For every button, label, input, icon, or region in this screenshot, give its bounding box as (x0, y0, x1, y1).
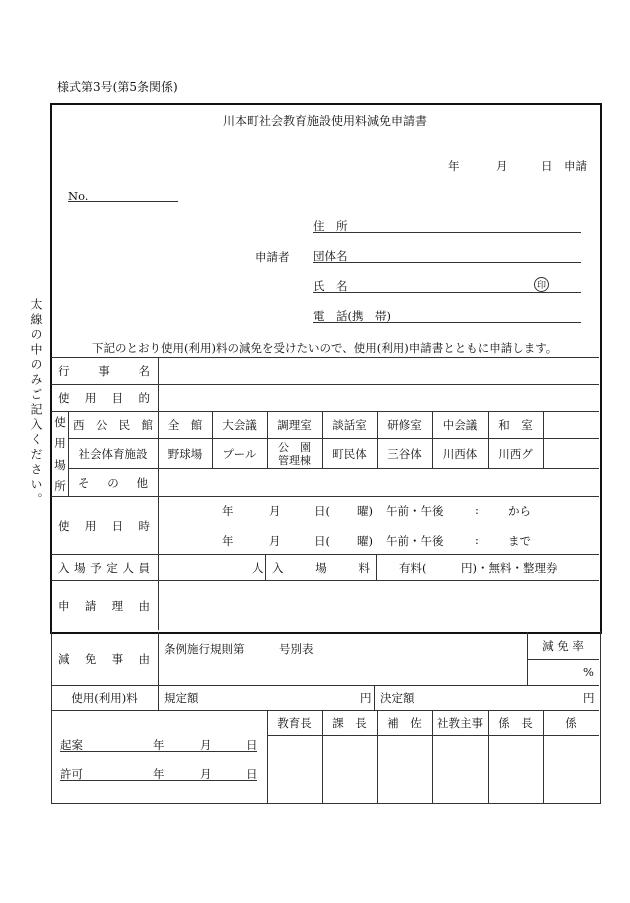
percent-sign: % (583, 665, 594, 679)
kyoka-label: 許可 (60, 767, 83, 781)
kyoka-field[interactable] (60, 780, 257, 781)
col-line (158, 358, 159, 630)
d1-day: 日( (314, 504, 330, 518)
approval-hosa: 補 佐 (387, 716, 422, 730)
d2-year: 年 (222, 534, 234, 548)
seal-mark: 印 (534, 277, 549, 292)
facility-kawanishigu[interactable]: 川西グ (498, 446, 533, 461)
facility-washitsu[interactable]: 和 室 (498, 418, 533, 432)
group-label: 団体名 (313, 249, 348, 263)
kian-field[interactable] (60, 751, 257, 752)
facility-yakyujo[interactable]: 野球場 (167, 446, 203, 461)
facility-zenkan[interactable]: 全 館 (167, 418, 203, 432)
facility-danwashitsu[interactable]: 談話室 (332, 418, 367, 432)
d2-end: まで (508, 534, 531, 548)
phone-label: 電 話(携 帯) (313, 309, 391, 323)
facility-chukaigi[interactable]: 中会議 (442, 418, 478, 432)
kyoka-month: 月 (200, 767, 212, 781)
kian-day: 日 (246, 738, 258, 752)
facility-kawanishita[interactable]: 川西体 (442, 446, 478, 461)
d2-day: 日( (314, 534, 330, 548)
address-field[interactable] (313, 232, 581, 233)
decided-yen: 円 (583, 691, 595, 705)
d1-colon: : (475, 503, 479, 517)
col-line (158, 632, 159, 710)
date-year: 年 (448, 159, 460, 173)
name-label: 氏 名 (313, 279, 348, 293)
col-line (374, 686, 375, 710)
kian-year: 年 (153, 738, 165, 752)
nishi-label: 西 公 民 館 (73, 418, 153, 432)
col-line (543, 412, 544, 468)
date-label: 使 用 日 時 (58, 518, 150, 533)
decided-fee-label: 決定額 (380, 691, 415, 705)
genmen-label: 減 免 事 由 (58, 651, 150, 666)
shakai-label: 社会体育施設 (78, 446, 148, 461)
form-number: 様式第3号(第5条関係) (57, 80, 178, 94)
approval-kyoikucho: 教育長 (277, 716, 312, 730)
approval-kacho: 課 長 (332, 716, 367, 730)
facility-chominta[interactable]: 町民体 (332, 446, 367, 461)
approval-shakyo: 社教主事 (437, 716, 483, 730)
phone-field[interactable] (313, 322, 581, 323)
people-label: 入 場 予 定 人 員 (58, 560, 150, 575)
purpose-label: 使 用 目 的 (58, 391, 150, 405)
d1-ampm[interactable]: 午前・午後 (386, 504, 444, 518)
facility-kenshushitsu[interactable]: 研修室 (387, 418, 422, 432)
fee-label: 使用(利用)料 (71, 691, 138, 705)
place-label: 使 用 場 所 (54, 415, 66, 493)
reason-label: 申 請 理 由 (58, 598, 150, 613)
d1-year: 年 (222, 504, 234, 518)
date-apply-label: 申請 (564, 159, 587, 173)
d1-month: 月 (269, 504, 281, 518)
date-month: 月 (496, 159, 508, 173)
col-line (265, 555, 266, 580)
genmen-rate-label: 減 免 率 (542, 638, 584, 653)
facility-daikaigi[interactable]: 大会議 (222, 418, 257, 432)
d2-ampm[interactable]: 午前・午後 (386, 534, 444, 548)
no-label: No. (68, 189, 89, 203)
side-note: 太線の中のみご記入ください。 (29, 298, 43, 508)
d2-colon: : (475, 533, 479, 547)
intro-text: 下記のとおり使用(利用)料の減免を受けたいので、使用(利用)申請書とともに申請します。 (92, 341, 558, 355)
genmen-text: 条例施行規則第 号別表 (164, 642, 314, 656)
name-field[interactable] (313, 292, 581, 293)
kian-label: 起案 (60, 738, 83, 752)
row-line (267, 735, 599, 736)
facility-pool[interactable]: プール (222, 446, 257, 461)
standard-fee-label: 規定額 (164, 691, 199, 705)
d2-week: 曜) (357, 534, 373, 548)
people-unit: 人 (252, 561, 264, 575)
date-day: 日 (541, 159, 553, 173)
d1-end: から (508, 504, 531, 518)
row-line (527, 659, 599, 660)
kyoka-year: 年 (153, 767, 165, 781)
sonota-label: そ の 他 (78, 475, 148, 490)
facility-koen-kanritou[interactable]: 公 園 管理棟 (278, 440, 311, 467)
approval-kakari: 係 (565, 716, 577, 730)
no-field[interactable] (68, 201, 178, 202)
d1-week: 曜) (357, 504, 373, 518)
kyoka-day: 日 (246, 767, 258, 781)
fee-options[interactable]: 有料( 円)・無料・整理券 (399, 561, 558, 575)
d2-month: 月 (269, 534, 281, 548)
kian-month: 月 (200, 738, 212, 752)
form-title: 川本町社会教育施設使用料減免申請書 (222, 113, 427, 128)
standard-yen: 円 (360, 691, 372, 705)
group-field[interactable] (313, 262, 581, 263)
event-label: 行 事 名 (58, 364, 150, 378)
facility-chorishitsu[interactable]: 調理室 (277, 418, 312, 432)
address-label: 住 所 (313, 219, 348, 233)
col-line (376, 555, 377, 580)
facility-mitanita[interactable]: 三谷体 (387, 446, 422, 461)
entry-fee-label: 入 場 料 (272, 560, 370, 575)
approval-kakaricho: 係 長 (498, 716, 533, 730)
applicant-label: 申請者 (255, 250, 290, 264)
